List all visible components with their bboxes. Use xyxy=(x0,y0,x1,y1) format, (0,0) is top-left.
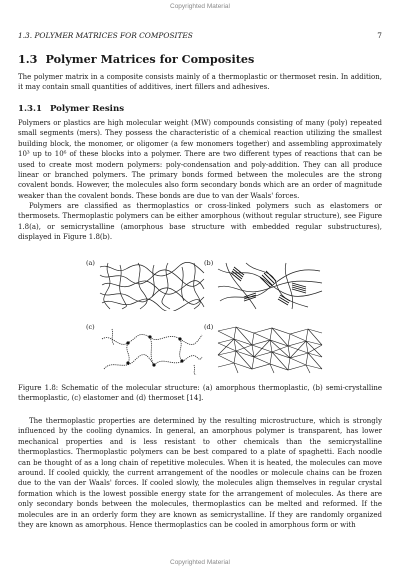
running-head xyxy=(18,31,382,40)
figure-caption: Figure 1.8: Schematic of the molecular structure: (a) amorphous thermoplastic, (b) semi-crystalline thermoplastic, (c) elastomer and (d) thermoset [14]. xyxy=(18,384,382,403)
figure-molecular-structure xyxy=(86,261,314,379)
paragraph-thermoplastic-properties: The thermoplastic properties are determined by the resulting microstructure, which is strongly influenced by the cooling dynamics. In general, an amorphous polymer is transparent, has lower mechanical properties and is less resistant to other chemicals than the semicrystalline thermoplastics. Thermoplastic polymers can be best compared to a plate of spaghetti. Each noodle can be thought of as a long chain of repetitive molecules. When it is heated, the molecules can move around. If cooled quickly, the current arrangement of the noodles or molecule chains can be frozen due to the van der Waals' forces. If cooled slowly, the molecules align themselves in regular crystal formation which is the lowest possible energy state for the arrangement of molecules. As there are only secondary bonds between the molecules, thermoplastics can be melted and reformed. If the molecules are in an orderly form they are known as semicrystalline. If they are randomly organized they are known as amorphous. Hence thermoplastics can be cooled in amorphous form or with xyxy=(18,417,382,530)
subsection-heading xyxy=(18,104,382,114)
amorphous-structure-drawing xyxy=(98,261,206,311)
copyright-watermark-bottom: Copyrighted Material xyxy=(170,559,230,566)
subsection-title: Polymer Resins xyxy=(49,104,125,114)
elastomer-structure-drawing xyxy=(98,325,206,375)
panel-label-b: (b) xyxy=(204,259,214,267)
running-head-title: 1.3. POLYMER MATRICES FOR COMPOSITES xyxy=(18,31,193,40)
section-title: Polymer Matrices for Composites xyxy=(45,52,255,66)
paragraph-polymer-resins: Polymers or plastics are high molecular weight (MW) compounds consisting of many (poly) repeated small segments (mers). They possess the characteristic of a chemical reaction utilizing the smallest building block, the monomer, or oligomer (a few monomers together) and assembling approximately 10³ up to 10⁶ of these blocks into a polymer. There are two different types of reactions that can be used to create most modern polymers: poly-condensation and poly-addition. They can all produce linear or branched polymers. The primary bonds formed between the molecules are the strong covalent bonds. However, the molecules also form secondary bonds which are an order of magnitude weaker than the covalent bonds. These bonds are due to van der Waals' forces. xyxy=(18,119,382,200)
panel-thermoset xyxy=(204,323,324,375)
page-number: 7 xyxy=(377,31,382,40)
panel-amorphous xyxy=(86,259,206,311)
panel-elastomer xyxy=(86,323,206,375)
section-number: 1.3 xyxy=(18,52,38,66)
intro-paragraph: The polymer matrix in a composite consists mainly of a thermoplastic or thermoset resin. In addition, it may contain small quantities of additives, inert fillers and adhesives. xyxy=(18,73,382,92)
subsection-number: 1.3.1 xyxy=(18,104,42,114)
panel-label-d: (d) xyxy=(204,323,214,331)
panel-semicrystalline xyxy=(204,259,324,311)
paragraph-classification: Polymers are classified as thermoplastics or cross-linked polymers such as elastomers or thermosets. Thermoplastic polymers can be either amorphous (without regular structure), see Figure 1.8(a), or semicrystalline (amorphous base structure with embedded regular substructures), displayed in Figure 1.8(b). xyxy=(18,202,382,242)
panel-label-c: (c) xyxy=(86,323,95,331)
section-heading xyxy=(18,52,382,66)
thermoset-structure-drawing xyxy=(216,325,324,375)
semicrystalline-structure-drawing xyxy=(216,261,324,311)
copyright-watermark-top: Copyrighted Material xyxy=(170,3,230,10)
panel-label-a: (a) xyxy=(86,259,95,267)
